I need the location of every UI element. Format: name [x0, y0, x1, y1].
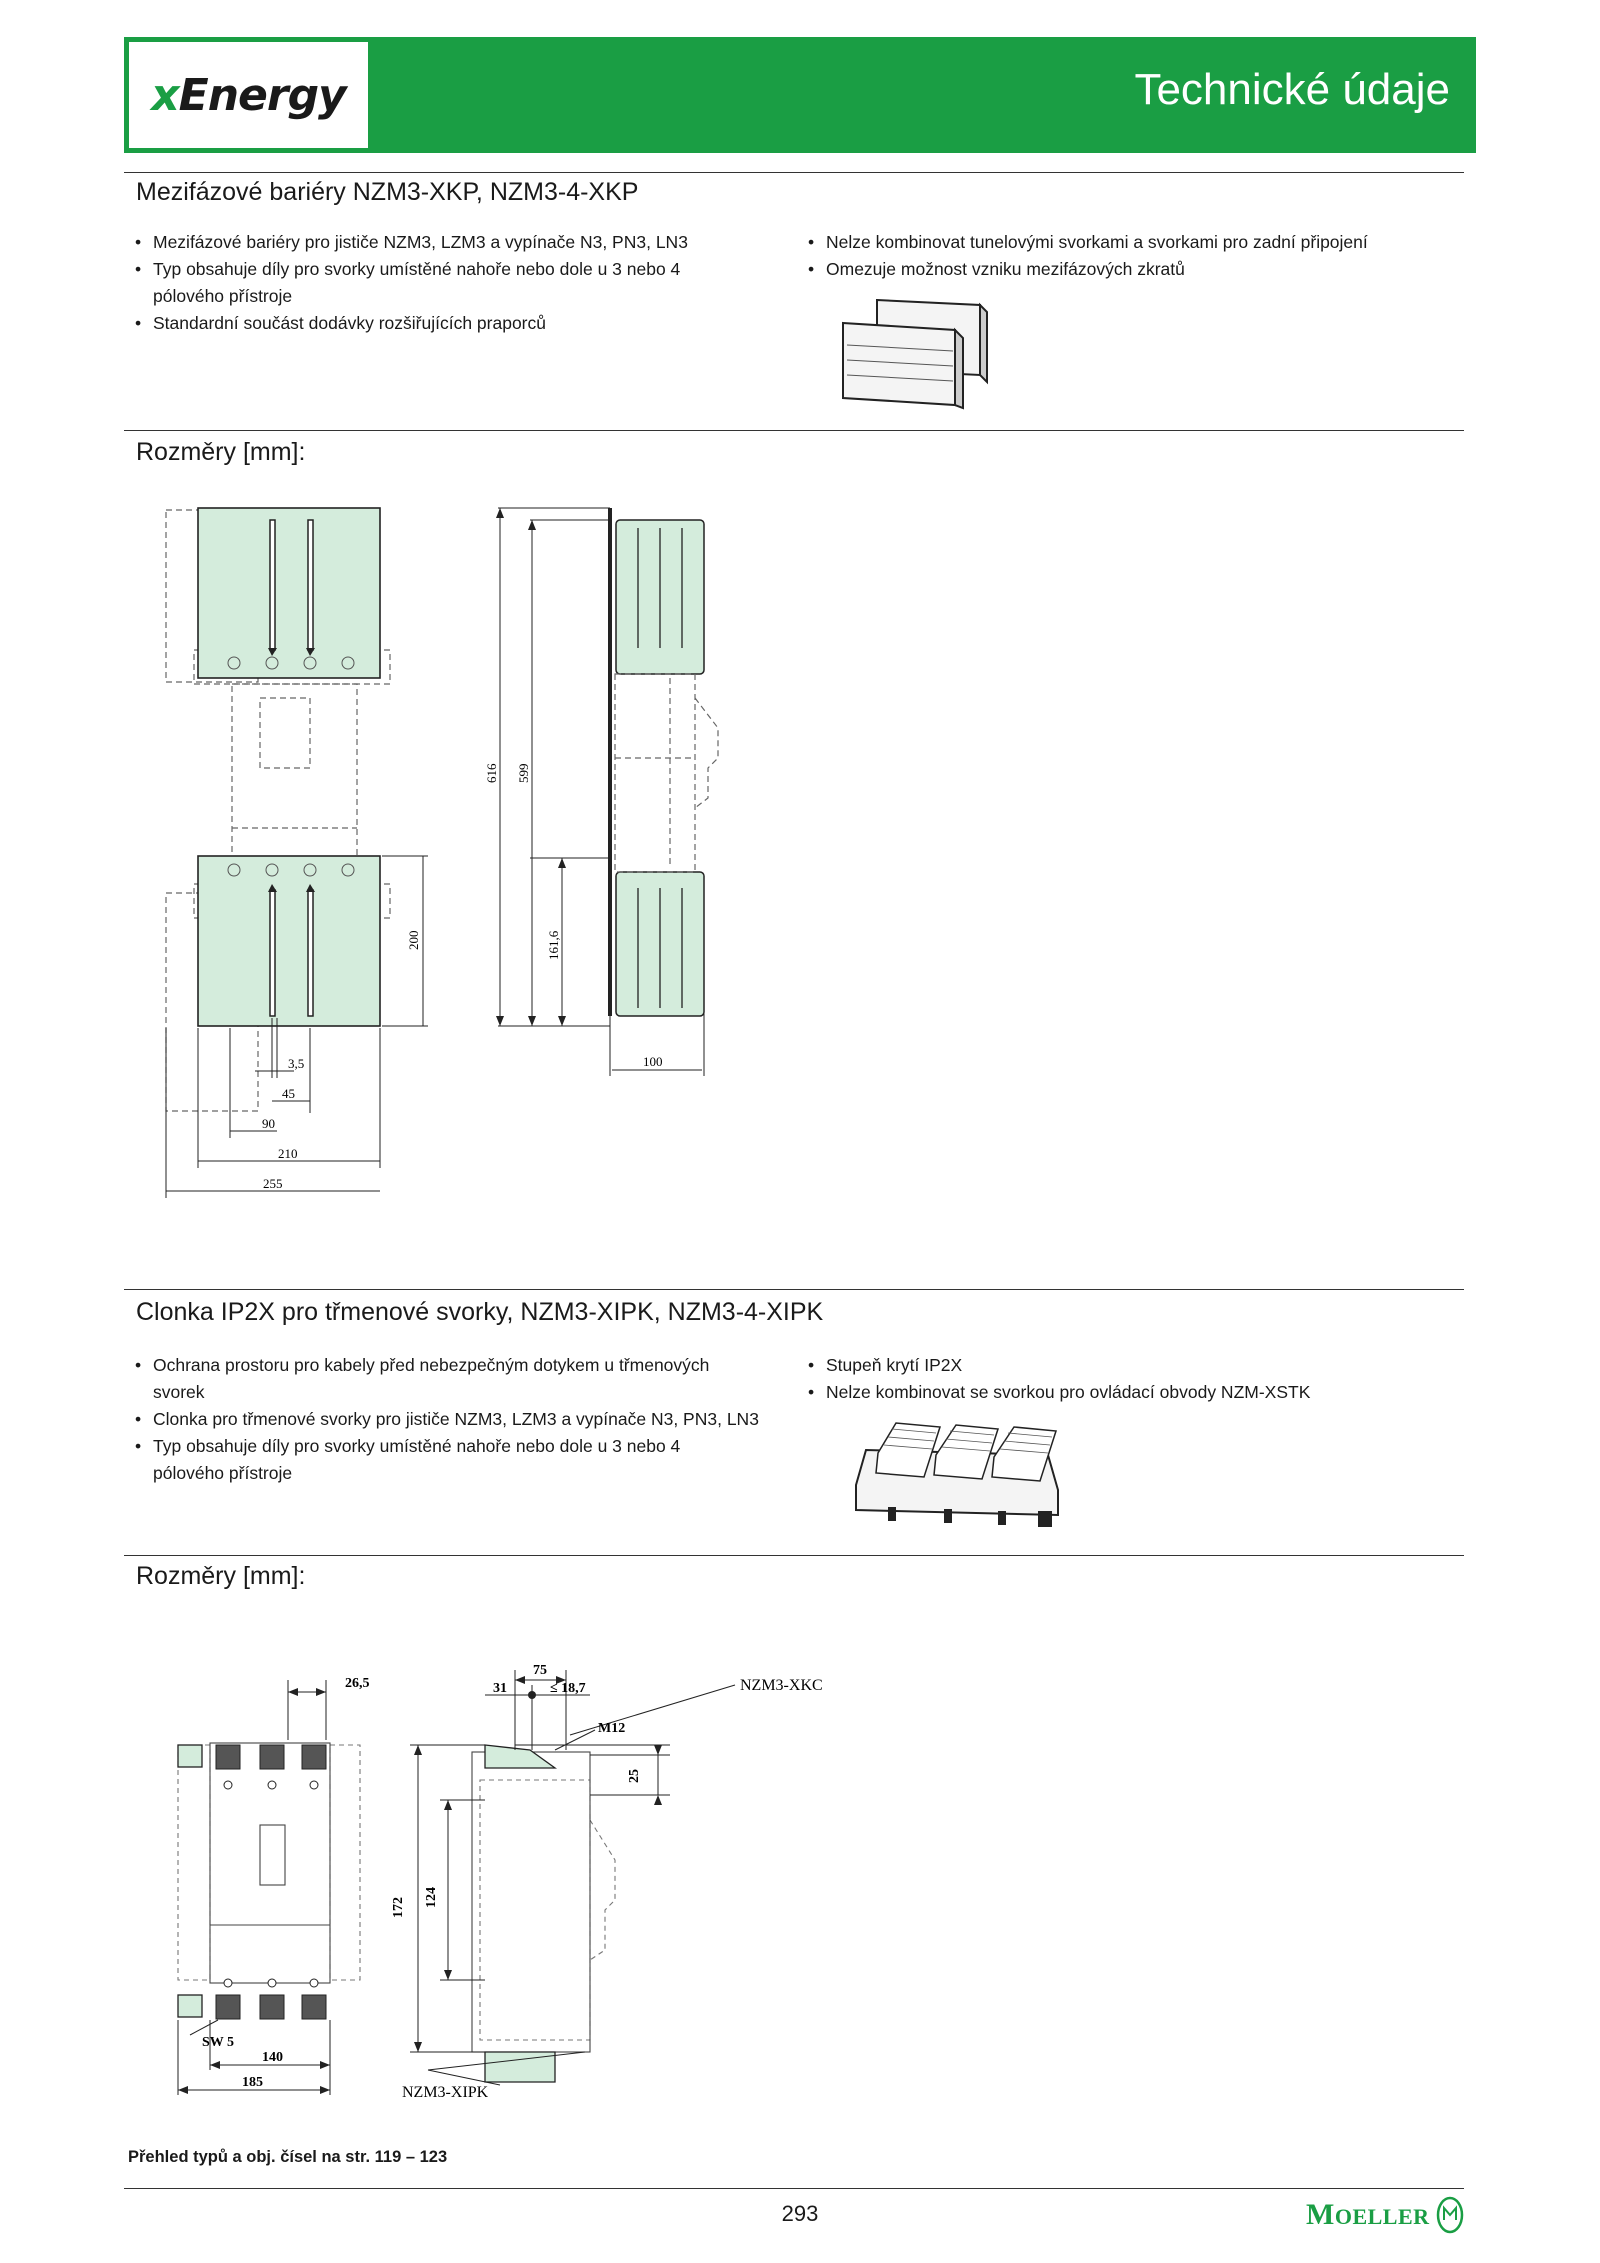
brand-rest: OELLER [1334, 2204, 1430, 2229]
label-nzm3-xkc: NZM3-XKC [740, 1677, 823, 1694]
dim-210: 210 [278, 1146, 298, 1161]
dim-45: 45 [282, 1086, 295, 1101]
list-item: • Typ obsahuje díly pro svorky umístěné nahoře nebo dole u 3 nebo 4 pólového přístroje [135, 256, 733, 310]
divider [124, 172, 1464, 173]
dims-title-1: Rozměry [mm]: [136, 438, 306, 466]
dim-26-5: 26,5 [345, 1676, 370, 1691]
footnote: Přehled typů a obj. čísel na str. 119 – 123 [128, 2148, 448, 2166]
list-item: • Nelze kombinovat tunelovými svorkami a svorkami pro zadní připojení [808, 229, 1468, 256]
xenergy-logo [127, 40, 370, 150]
dim-185: 185 [242, 2075, 263, 2090]
dim-75: 75 [533, 1663, 547, 1678]
dim-255: 255 [263, 1176, 283, 1191]
divider [124, 430, 1464, 431]
bullet-list-right [808, 229, 1468, 283]
list-item: • Omezuje možnost vzniku mezifázových zkratů [808, 256, 1468, 283]
barrier-side-view-diagram [480, 498, 780, 1088]
dim-172: 172 [391, 1897, 406, 1918]
list-item: • Ochrana prostoru pro kabely před nebezpečným dotykem u třmenových svorek [135, 1352, 753, 1406]
dim-161-6: 161,6 [546, 930, 561, 960]
divider [124, 1289, 1464, 1290]
dim-140: 140 [262, 2050, 283, 2065]
dim-124: 124 [424, 1887, 439, 1908]
dims-title-2: Rozměry [mm]: [136, 1562, 306, 1590]
cover-product-image [848, 1415, 1068, 1530]
moeller-logo [1306, 2196, 1464, 2234]
bullet-list-left [135, 229, 735, 337]
dim-200: 200 [406, 930, 421, 950]
list-item: • Mezifázové bariéry pro jističe NZM3, LZM3 a vypínače N3, PN3, LN3 [135, 229, 735, 256]
dim-25: 25 [627, 1769, 642, 1783]
dim-100: 100 [643, 1054, 663, 1069]
section-title-cover: Clonka IP2X pro třmenové svorky, NZM3-XIPK, NZM3-4-XIPK [136, 1298, 824, 1326]
list-item: • Typ obsahuje díly pro svorky umístěné nahoře nebo dole u 3 nebo 4 pólového přístroje [135, 1433, 733, 1487]
brand-initial: M [1306, 2198, 1335, 2231]
list-item: • Stupeň krytí IP2X [808, 1352, 1468, 1379]
section-title-barriers: Mezifázové bariéry NZM3-XKP, NZM3-4-XKP [136, 178, 639, 206]
dim-3-5: 3,5 [288, 1056, 305, 1071]
barrier-front-view-diagram [160, 498, 460, 1208]
moeller-emblem-icon [1436, 2196, 1464, 2234]
divider [124, 1555, 1464, 1556]
barrier-product-image [835, 290, 995, 415]
cover-front-view-diagram [160, 1665, 390, 2110]
dim-90: 90 [262, 1116, 275, 1131]
dim-18-7: ≤ 18,7 [550, 1681, 586, 1696]
list-item: • Nelze kombinovat se svorkou pro ovládací obvody NZM-XSTK [808, 1379, 1468, 1406]
list-item: • Clonka pro třmenové svorky pro jističe NZM3, LZM3 a vypínače N3, PN3, LN3 [135, 1406, 775, 1433]
bullet-list-left-2 [135, 1352, 775, 1487]
dim-616: 616 [484, 763, 499, 783]
dim-599: 599 [516, 763, 531, 783]
logo-prefix: x [151, 69, 179, 121]
page-number: 293 [781, 2201, 819, 2226]
page-title: Technické údaje [1134, 65, 1450, 114]
list-item: • Standardní součást dodávky rozšiřujících praporců [135, 310, 735, 337]
dim-31: 31 [493, 1681, 507, 1696]
logo-main: Energy [178, 69, 346, 121]
bullet-list-right-2 [808, 1352, 1468, 1406]
divider [124, 2188, 1464, 2189]
header-banner [124, 37, 1476, 153]
label-nzm3-xipk: NZM3-XIPK [402, 2084, 489, 2100]
cover-side-view-diagram [390, 1640, 860, 2100]
dim-sw5: SW 5 [202, 2035, 235, 2050]
dim-m12: M12 [598, 1721, 626, 1736]
